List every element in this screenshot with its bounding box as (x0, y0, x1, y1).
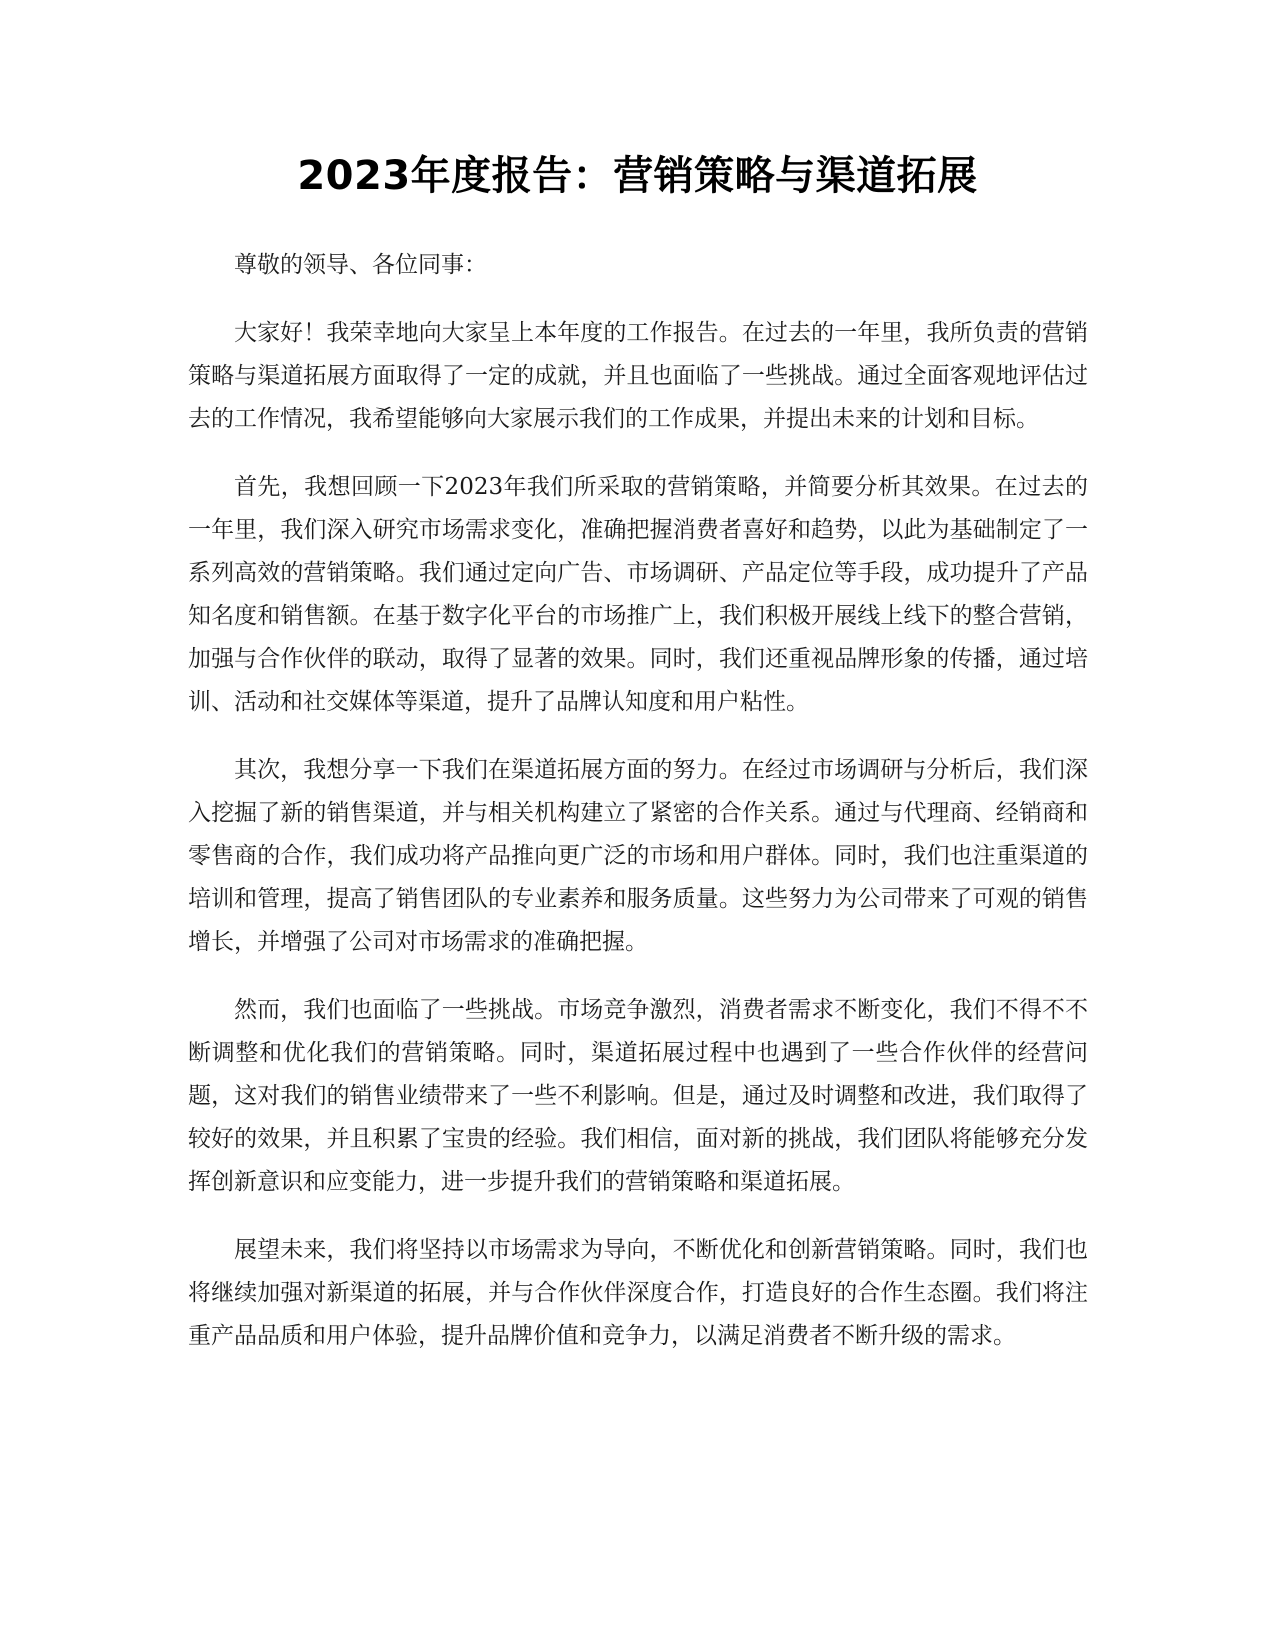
paragraph-channel-expansion: 其次，我想分享一下我们在渠道拓展方面的努力。在经过市场调研与分析后，我们深入挖掘了新的销售渠道，并与相关机构建立了紧密的合作关系。通过与代理商、经销商和零售商的合作，我们成功将产品推向更广泛的市场和用户群体。同时，我们也注重渠道的培训和管理，提高了销售团队的专业素养和服务质量。这些努力为公司带来了可观的销售增长，并增强了公司对市场需求的准确把握。 (188, 757, 1088, 955)
paragraph-marketing-strategy: 首先，我想回顾一下2023年我们所采取的营销策略，并简要分析其效果。在过去的一年里，我们深入研究市场需求变化，准确把握消费者喜好和趋势，以此为基础制定了一系列高效的营销策略。我们通过定向广告、市场调研、产品定位等手段，成功提升了产品知名度和销售额。在基于数字化平台的市场推广上，我们积极开展线上线下的整合营销，加强与合作伙伴的联动，取得了显著的效果。同时，我们还重视品牌形象的传播，通过培训、活动和社交媒体等渠道，提升了品牌认知度和用户粘性。 (188, 474, 1088, 715)
document-body (188, 244, 1088, 1383)
paragraph-outlook: 展望未来，我们将坚持以市场需求为导向，不断优化和创新营销策略。同时，我们也将继续加强对新渠道的拓展，并与合作伙伴深度合作，打造良好的合作生态圈。我们将注重产品品质和用户体验，提升品牌价值和竞争力，以满足消费者不断升级的需求。 (188, 1237, 1088, 1349)
greeting: 尊敬的领导、各位同事： (234, 252, 487, 278)
paragraph-intro: 大家好！我荣幸地向大家呈上本年度的工作报告。在过去的一年里，我所负责的营销策略与渠道拓展方面取得了一定的成就，并且也面临了一些挑战。通过全面客观地评估过去的工作情况，我希望能够向大家展示我们的工作成果，并提出未来的计划和目标。 (188, 320, 1088, 432)
document-title: 2023年度报告：营销策略与渠道拓展 (297, 153, 978, 199)
paragraph-challenges: 然而，我们也面临了一些挑战。市场竞争激烈，消费者需求不断变化，我们不得不不断调整和优化我们的营销策略。同时，渠道拓展过程中也遇到了一些合作伙伴的经营问题，这对我们的销售业绩带来了一些不利影响。但是，通过及时调整和改进，我们取得了较好的效果，并且积累了宝贵的经验。我们相信，面对新的挑战，我们团队将能够充分发挥创新意识和应变能力，进一步提升我们的营销策略和渠道拓展。 (188, 997, 1088, 1195)
